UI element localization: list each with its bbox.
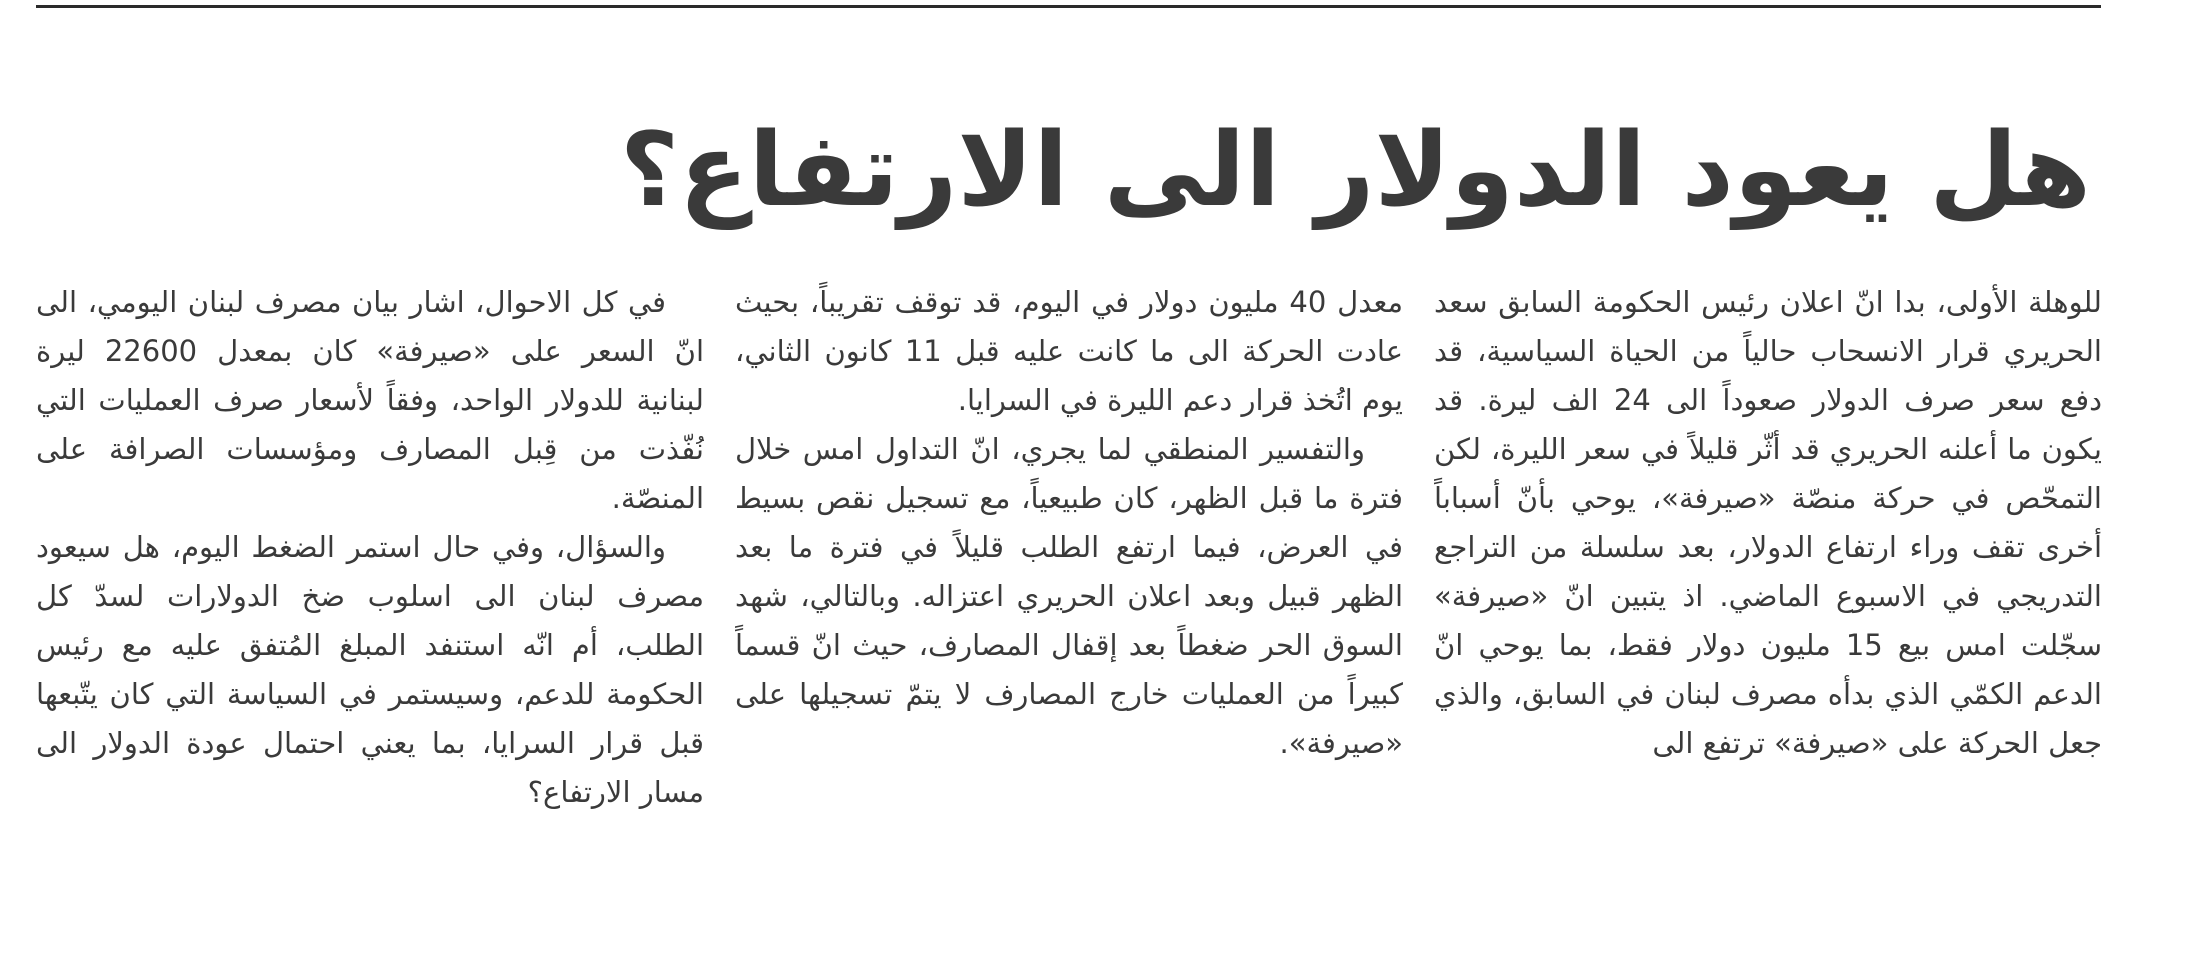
column-1-paragraph-1: للوهلة الأولى، بدا انّ اعلان رئيس الحكومة السابق سعد الحريري قرار الانسحاب حالياً من الحياة السياسية، قد دفع سعر صرف الدولار صعوداً الى 24 الف ليرة. قد يكون ما أعلنه الحريري قد أثّر قليلاً في سعر الليرة، لكن التمحّص في حركة منصّة «صيرفة»، يوحي بأنّ أسباباً أخرى تقف وراء ارتفاع الدولار، بعد سلسلة من التراجع التدريجي في الاسبوع الماضي. اذ يتبين انّ «صيرفة» سجّلت امس بيع 15 مليون دولار فقط، بما يوحي انّ الدعم الكمّي الذي بدأه مصرف لبنان في السابق، والذي جعل الحركة على «صيرفة» ترتفع الى — [1434, 285, 2102, 760]
column-2-paragraph-1: معدل 40 مليون دولار في اليوم، قد توقف تقريباً، بحيث عادت الحركة الى ما كانت عليه قبل 11 كانون الثاني، يوم اتُخذ قرار دعم الليرة في السرايا. — [735, 285, 1403, 417]
headline: هل يعود الدولار الى الارتفاع؟ — [619, 111, 2091, 231]
article-column-2 — [735, 278, 1403, 918]
article-column-1 — [1434, 278, 2102, 918]
column-3-paragraph-1: في كل الاحوال، اشار بيان مصرف لبنان اليومي، الى انّ السعر على «صيرفة» كان بمعدل 22600 ليرة لبنانية للدولار الواحد، وفقاً لأسعار صرف العمليات التي نُفّذت من قِبل المصارف ومؤسسات الصرافة على المنصّة. — [36, 285, 704, 515]
article-column-3 — [36, 278, 704, 918]
column-2-paragraph-2: والتفسير المنطقي لما يجري، انّ التداول امس خلال فترة ما قبل الظهر، كان طبيعياً، مع تسجيل نقص بسيط في العرض، فيما ارتفع الطلب قليلاً في فترة ما بعد الظهر قبيل وبعد اعلان الحريري اعتزاله. وبالتالي، شهد السوق الحر ضغطاً بعد إقفال المصارف، حيث انّ قسماً كبيراً من العمليات خارج المصارف لا يتمّ تسجيلها على «صيرفة». — [735, 432, 1403, 760]
top-rule — [36, 5, 2101, 8]
column-3-paragraph-2: والسؤال، وفي حال استمر الضغط اليوم، هل سيعود مصرف لبنان الى اسلوب ضخ الدولارات لسدّ كل الطلب، أم انّه استنفد المبلغ المُتفق عليه مع رئيس الحكومة للدعم، وسيستمر في السياسة التي كان يتّبعها قبل قرار السرايا، بما يعني احتمال عودة الدولار الى مسار الارتفاع؟ — [36, 530, 704, 809]
